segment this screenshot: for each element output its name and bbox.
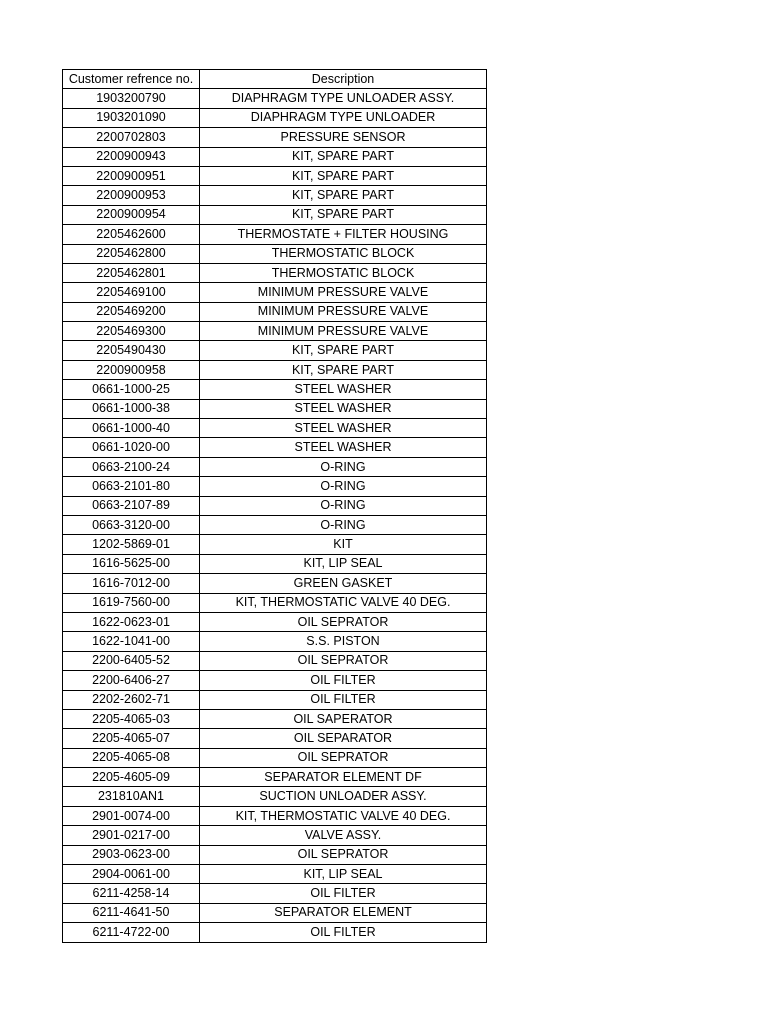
- table-row: [63, 457, 487, 476]
- cell-customer-reference: 2200-6406-27: [63, 671, 200, 690]
- cell-customer-reference: 2901-0074-00: [63, 806, 200, 825]
- cell-description: OIL FILTER: [200, 671, 487, 690]
- header-customer-reference: Customer refrence no.: [63, 70, 200, 89]
- cell-description: OIL SEPRATOR: [200, 612, 487, 631]
- cell-customer-reference: 2205-4605-09: [63, 768, 200, 787]
- cell-customer-reference: 1903201090: [63, 108, 200, 127]
- cell-description: OIL SEPRATOR: [200, 651, 487, 670]
- table-row: [63, 399, 487, 418]
- cell-customer-reference: 0663-2100-24: [63, 457, 200, 476]
- cell-customer-reference: 1202-5869-01: [63, 535, 200, 554]
- cell-description: KIT, THERMOSTATIC VALVE 40 DEG.: [200, 593, 487, 612]
- cell-customer-reference: 1903200790: [63, 89, 200, 108]
- cell-description: O-RING: [200, 515, 487, 534]
- cell-description: OIL SEPARATOR: [200, 729, 487, 748]
- cell-description: MINIMUM PRESSURE VALVE: [200, 283, 487, 302]
- cell-customer-reference: 2904-0061-00: [63, 865, 200, 884]
- header-description: Description: [200, 70, 487, 89]
- cell-customer-reference: 2205-4065-03: [63, 709, 200, 728]
- cell-description: DIAPHRAGM TYPE UNLOADER ASSY.: [200, 89, 487, 108]
- cell-description: O-RING: [200, 477, 487, 496]
- table-row: [63, 651, 487, 670]
- cell-description: GREEN GASKET: [200, 574, 487, 593]
- table-row: [63, 244, 487, 263]
- cell-customer-reference: 2202-2602-71: [63, 690, 200, 709]
- table-row: [63, 923, 487, 942]
- table-row: [63, 884, 487, 903]
- cell-description: KIT, THERMOSTATIC VALVE 40 DEG.: [200, 806, 487, 825]
- cell-customer-reference: 2200900953: [63, 186, 200, 205]
- table-row: [63, 903, 487, 922]
- cell-customer-reference: 2205-4065-07: [63, 729, 200, 748]
- table-row: [63, 826, 487, 845]
- cell-customer-reference: 1619-7560-00: [63, 593, 200, 612]
- cell-customer-reference: 0661-1000-40: [63, 419, 200, 438]
- cell-description: STEEL WASHER: [200, 438, 487, 457]
- cell-customer-reference: 0661-1000-38: [63, 399, 200, 418]
- cell-description: OIL SEPRATOR: [200, 845, 487, 864]
- table-row: [63, 554, 487, 573]
- table-row: [63, 438, 487, 457]
- cell-customer-reference: 6211-4641-50: [63, 903, 200, 922]
- cell-description: THERMOSTATE + FILTER HOUSING: [200, 225, 487, 244]
- cell-customer-reference: 2205462600: [63, 225, 200, 244]
- table-row: [63, 302, 487, 321]
- cell-customer-reference: 0661-1020-00: [63, 438, 200, 457]
- table-row: [63, 380, 487, 399]
- cell-customer-reference: 2205469200: [63, 302, 200, 321]
- cell-customer-reference: 231810AN1: [63, 787, 200, 806]
- table-row: [63, 709, 487, 728]
- table-row: [63, 515, 487, 534]
- table-row: [63, 89, 487, 108]
- cell-description: KIT: [200, 535, 487, 554]
- cell-description: SEPARATOR ELEMENT DF: [200, 768, 487, 787]
- cell-customer-reference: 6211-4258-14: [63, 884, 200, 903]
- table-row: [63, 632, 487, 651]
- cell-customer-reference: 0663-2101-80: [63, 477, 200, 496]
- cell-description: OIL SEPRATOR: [200, 748, 487, 767]
- cell-customer-reference: 2200-6405-52: [63, 651, 200, 670]
- table-row: [63, 108, 487, 127]
- cell-description: THERMOSTATIC BLOCK: [200, 244, 487, 263]
- cell-customer-reference: 0663-2107-89: [63, 496, 200, 515]
- table-row: [63, 593, 487, 612]
- table-row: [63, 845, 487, 864]
- cell-customer-reference: 2205462800: [63, 244, 200, 263]
- cell-description: OIL SAPERATOR: [200, 709, 487, 728]
- cell-customer-reference: 2901-0217-00: [63, 826, 200, 845]
- table-body: [63, 89, 487, 942]
- cell-customer-reference: 2200900943: [63, 147, 200, 166]
- table-row: [63, 865, 487, 884]
- table-row: [63, 322, 487, 341]
- table-row: [63, 263, 487, 282]
- cell-customer-reference: 1622-1041-00: [63, 632, 200, 651]
- cell-description: KIT, LIP SEAL: [200, 554, 487, 573]
- table-row: [63, 748, 487, 767]
- table-row: [63, 768, 487, 787]
- cell-description: SEPARATOR ELEMENT: [200, 903, 487, 922]
- table-row: [63, 535, 487, 554]
- cell-description: OIL FILTER: [200, 923, 487, 942]
- table-row: [63, 806, 487, 825]
- cell-customer-reference: 2200900954: [63, 205, 200, 224]
- cell-description: KIT, SPARE PART: [200, 205, 487, 224]
- cell-description: MINIMUM PRESSURE VALVE: [200, 322, 487, 341]
- cell-description: KIT, SPARE PART: [200, 341, 487, 360]
- cell-customer-reference: 2205-4065-08: [63, 748, 200, 767]
- cell-description: VALVE ASSY.: [200, 826, 487, 845]
- table-row: [63, 225, 487, 244]
- table-row: [63, 186, 487, 205]
- cell-customer-reference: 2200900951: [63, 166, 200, 185]
- cell-customer-reference: 2205490430: [63, 341, 200, 360]
- cell-description: OIL FILTER: [200, 884, 487, 903]
- table-row: [63, 729, 487, 748]
- parts-table: [62, 69, 487, 943]
- table-row: [63, 419, 487, 438]
- cell-description: DIAPHRAGM TYPE UNLOADER: [200, 108, 487, 127]
- cell-description: KIT, SPARE PART: [200, 147, 487, 166]
- cell-description: SUCTION UNLOADER ASSY.: [200, 787, 487, 806]
- cell-description: S.S. PISTON: [200, 632, 487, 651]
- cell-customer-reference: 2903-0623-00: [63, 845, 200, 864]
- cell-description: O-RING: [200, 457, 487, 476]
- cell-description: KIT, SPARE PART: [200, 186, 487, 205]
- cell-customer-reference: 2205469100: [63, 283, 200, 302]
- cell-customer-reference: 2200900958: [63, 360, 200, 379]
- cell-description: STEEL WASHER: [200, 399, 487, 418]
- table-row: [63, 671, 487, 690]
- table-row: [63, 787, 487, 806]
- table-row: [63, 128, 487, 147]
- table-row: [63, 496, 487, 515]
- cell-description: THERMOSTATIC BLOCK: [200, 263, 487, 282]
- table-row: [63, 612, 487, 631]
- table-row: [63, 574, 487, 593]
- cell-customer-reference: 1622-0623-01: [63, 612, 200, 631]
- cell-description: PRESSURE SENSOR: [200, 128, 487, 147]
- cell-customer-reference: 2205469300: [63, 322, 200, 341]
- cell-description: KIT, SPARE PART: [200, 360, 487, 379]
- cell-customer-reference: 1616-7012-00: [63, 574, 200, 593]
- table-row: [63, 283, 487, 302]
- cell-description: OIL FILTER: [200, 690, 487, 709]
- cell-customer-reference: 1616-5625-00: [63, 554, 200, 573]
- cell-description: STEEL WASHER: [200, 419, 487, 438]
- table-row: [63, 341, 487, 360]
- cell-description: MINIMUM PRESSURE VALVE: [200, 302, 487, 321]
- cell-customer-reference: 0663-3120-00: [63, 515, 200, 534]
- table-row: [63, 690, 487, 709]
- table-row: [63, 477, 487, 496]
- cell-customer-reference: 2200702803: [63, 128, 200, 147]
- table-row: [63, 360, 487, 379]
- cell-description: STEEL WASHER: [200, 380, 487, 399]
- table-row: [63, 205, 487, 224]
- cell-customer-reference: 2205462801: [63, 263, 200, 282]
- cell-customer-reference: 0661-1000-25: [63, 380, 200, 399]
- cell-customer-reference: 6211-4722-00: [63, 923, 200, 942]
- table-row: [63, 147, 487, 166]
- cell-description: KIT, LIP SEAL: [200, 865, 487, 884]
- table-row: [63, 166, 487, 185]
- cell-description: KIT, SPARE PART: [200, 166, 487, 185]
- header-row: [63, 70, 487, 89]
- cell-description: O-RING: [200, 496, 487, 515]
